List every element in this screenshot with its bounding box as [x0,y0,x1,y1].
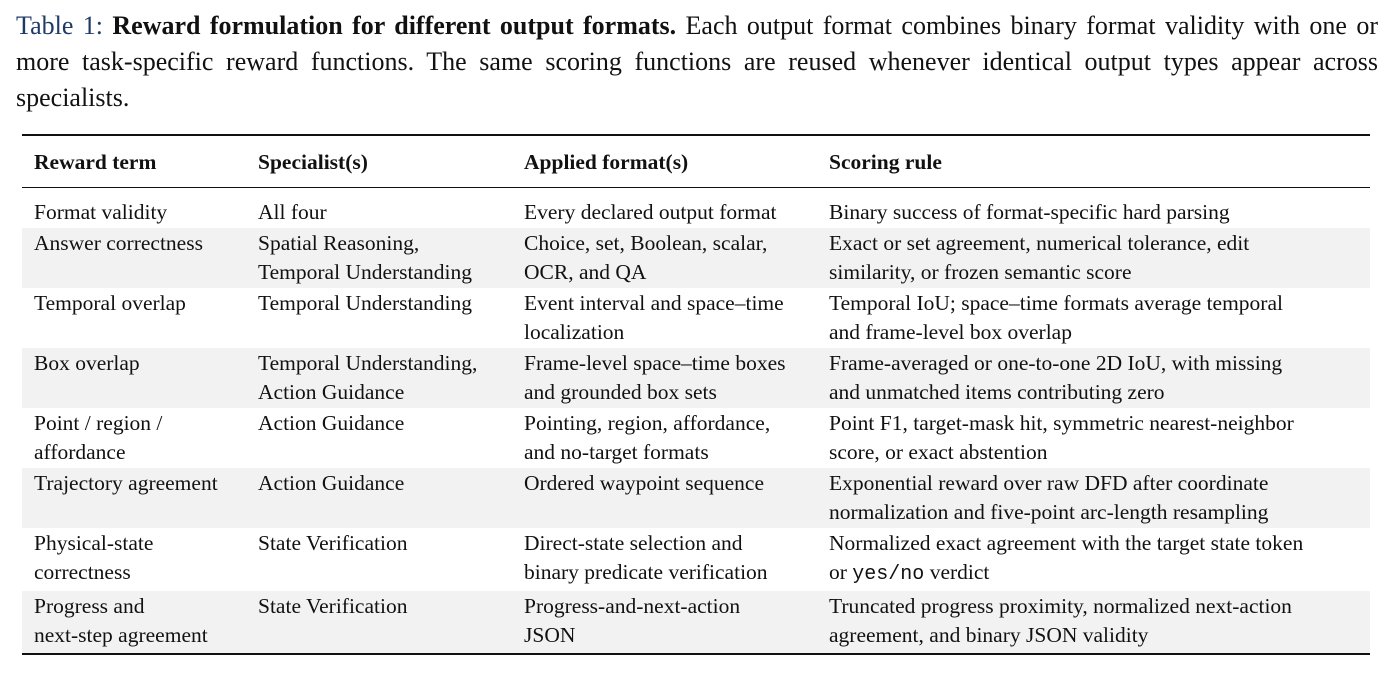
cell-line: Frame-averaged or one-to-one 2D IoU, with missing [829,351,1283,375]
cell-applied-formats [512,228,817,288]
cell-line: Physical-state [34,531,154,555]
header-row [22,136,1370,187]
cell-scoring-rule [817,468,1370,528]
cell-applied-formats [512,348,817,408]
cell-specialists [246,528,512,591]
cell-scoring-rule [817,228,1370,288]
cell-specialists [246,408,512,468]
cell-line: score, or exact abstention [829,439,1048,464]
cell-scoring-rule [817,348,1370,408]
cell-line: Temporal Understanding [258,259,473,284]
cell-reward-term [22,288,246,348]
cell-line: verdict [924,559,990,584]
cell-line: binary predicate verification [524,559,768,584]
cell-line: Temporal Understanding [258,291,473,315]
cell-line: and unmatched items contributing zero [829,379,1165,404]
cell-applied-formats [512,528,817,591]
cell-scoring-rule [817,188,1370,229]
cell-line: and no-target formats [524,439,709,464]
cell-applied-formats [512,288,817,348]
cell-applied-formats [512,468,817,528]
cell-line: and grounded box sets [524,379,717,404]
cell-reward-term [22,468,246,528]
cell-applied-formats [512,591,817,653]
cell-line: Ordered waypoint sequence [524,471,764,495]
header-scoring-rule: Scoring rule [829,150,942,174]
cell-specialists [246,468,512,528]
cell-reward-term [22,188,246,229]
cell-line: Frame-level space–time boxes [524,351,786,375]
cell-line: Progress and [34,594,145,618]
cell-line: similarity, or frozen semantic score [829,259,1132,284]
cell-line: Temporal overlap [34,291,186,315]
cell-line: Binary success of format-specific hard parsing [829,199,1230,224]
header-applied-formats: Applied format(s) [524,150,689,174]
cell-line: Temporal IoU; space–time formats average temporal [829,291,1283,315]
cell-scoring-rule [817,288,1370,348]
cell-line: Temporal Understanding, [258,351,478,375]
cell-line: affordance [34,439,126,464]
cell-line: Direct-state selection and [524,531,743,555]
cell-line: Format validity [34,199,168,224]
caption-title: Reward formulation for different output formats. [112,11,677,40]
header-specialists: Specialist(s) [258,150,368,174]
table-label: Table 1: [16,11,103,40]
cell-specialists [246,591,512,653]
cell-line: JSON [524,622,576,647]
cell-line: Point / region / [34,411,163,435]
cell-applied-formats [512,188,817,229]
cell-line: Box overlap [34,351,140,375]
cell-specialists [246,348,512,408]
table-row [22,528,1370,591]
cell-scoring-rule [817,528,1370,591]
bottom-rule [22,653,1370,655]
cell-line: Choice, set, Boolean, scalar, [524,231,768,255]
cell-line: Action Guidance [258,411,405,435]
table-caption [16,8,1378,116]
cell-line: correctness [34,559,131,584]
table-row [22,408,1370,468]
cell-line: Trajectory agreement [34,471,218,495]
cell-line: Action Guidance [258,379,405,404]
cell-line: Action Guidance [258,471,405,495]
cell-line: Normalized exact agreement with the target state token [829,531,1304,555]
cell-applied-formats [512,408,817,468]
table-row [22,591,1370,653]
cell-reward-term [22,591,246,653]
table-row [22,188,1370,229]
header-reward-term: Reward term [34,150,157,174]
cell-line: Progress-and-next-action [524,594,741,618]
cell-line: OCR, and QA [524,259,647,284]
cell-specialists [246,228,512,288]
cell-line: All four [258,199,327,224]
code-verdict: yes/no [852,562,925,586]
cell-line: localization [524,319,625,344]
cell-reward-term [22,228,246,288]
cell-reward-term [22,408,246,468]
cell-line: Pointing, region, affordance, [524,411,771,435]
reward-table [22,134,1370,655]
cell-line: or [829,559,853,584]
cell-line: Event interval and space–time [524,291,784,315]
cell-line: agreement, and binary JSON validity [829,622,1149,647]
cell-reward-term [22,348,246,408]
cell-line: next-step agreement [34,622,208,647]
cell-line: and frame-level box overlap [829,319,1072,344]
cell-line: State Verification [258,594,408,618]
table-row [22,288,1370,348]
caption-text: Each output format combines binary format validity with one or more task-specific reward functions. The same scoring functions are reused whenever identical output types appear across specialists. [16,11,1378,112]
cell-line: Spatial Reasoning, [258,231,420,255]
cell-line: Exponential reward over raw DFD after coordinate [829,471,1269,495]
table-row [22,348,1370,408]
cell-line: Answer correctness [34,231,203,255]
cell-line: normalization and five-point arc-length resampling [829,499,1269,524]
cell-reward-term [22,528,246,591]
cell-line: State Verification [258,531,408,555]
cell-line: Truncated progress proximity, normalized next-action [829,594,1292,618]
cell-scoring-rule [817,591,1370,653]
cell-line: Point F1, target-mask hit, symmetric nearest-neighbor [829,411,1294,435]
cell-scoring-rule [817,408,1370,468]
cell-specialists [246,288,512,348]
table-row [22,228,1370,288]
cell-specialists [246,188,512,229]
cell-line: Exact or set agreement, numerical tolerance, edit [829,231,1250,255]
table-row [22,468,1370,528]
cell-line: Every declared output format [524,199,777,224]
